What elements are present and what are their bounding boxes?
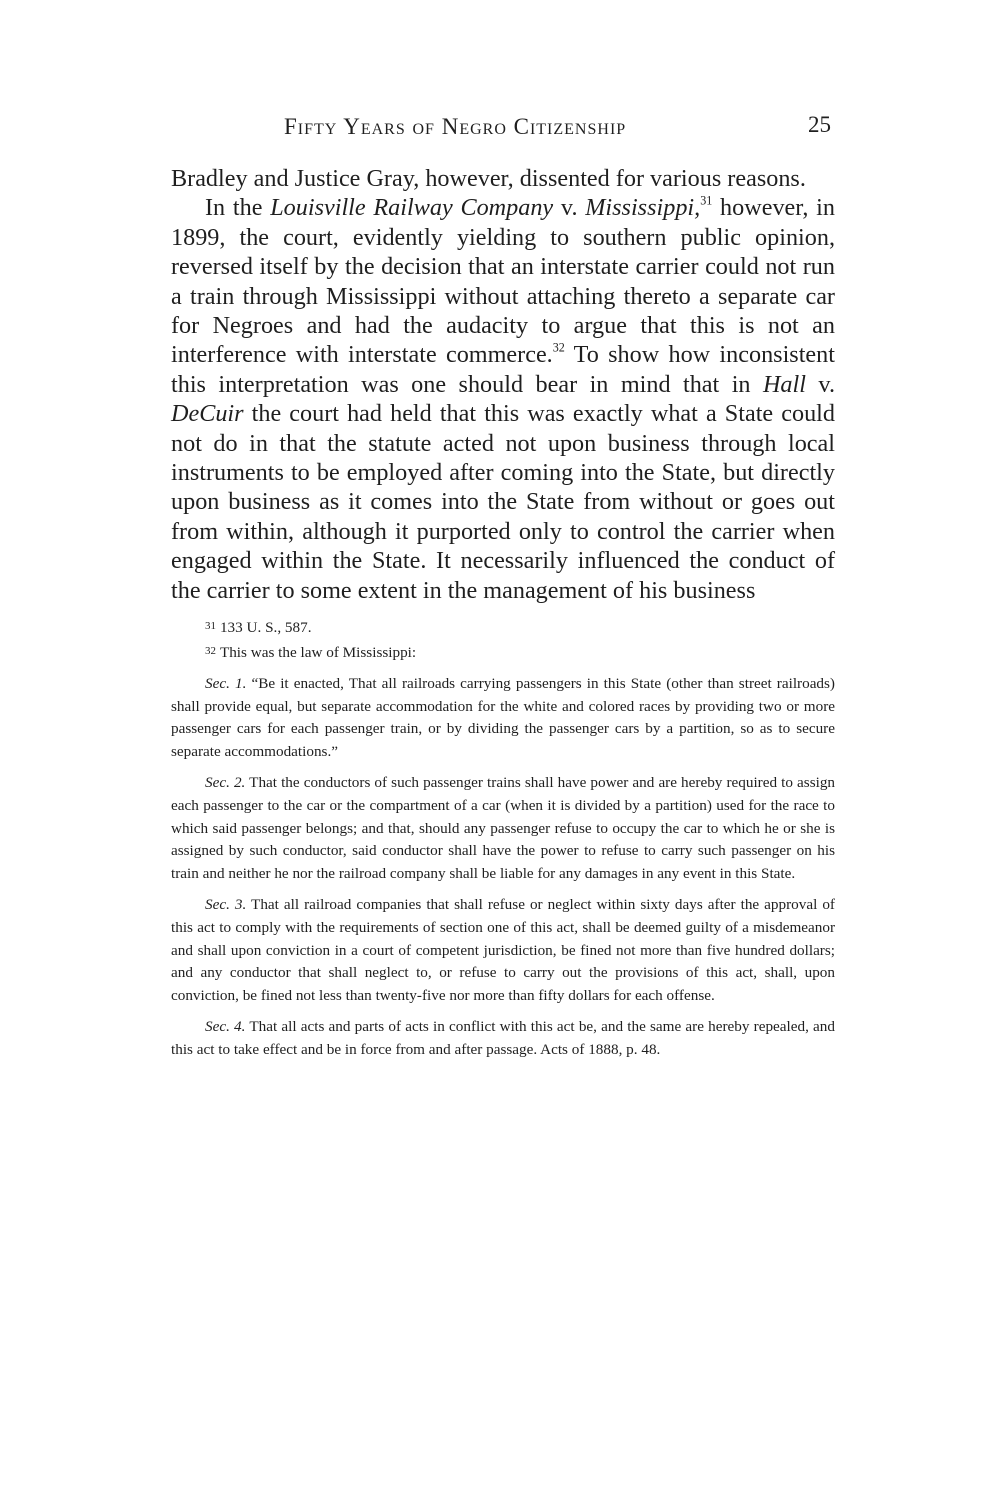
- footnote-32: [171, 640, 835, 665]
- section-text: That the conductors of such passenger trains shall have power and are hereby required to assign each passenger to the car or the compartment of a car (when it is divided by a partition) used for the race to which said passenger belongs; and that, should any passenger refuse to occupy the car to which he or she is assigned by such conductor, said conductor shall have the power to refuse to carry such passenger on his train and neither he nor the railroad company shall be liable for any damages in any event in this State.: [171, 774, 836, 883]
- section-label: Sec. 1.: [205, 674, 247, 692]
- text-run: v.: [553, 194, 586, 222]
- footnote-text: 133 U. S., 587.: [219, 619, 312, 637]
- section-label: Sec. 4.: [205, 1017, 246, 1035]
- footnotes: [171, 615, 835, 1061]
- statute-section-4: [171, 1016, 835, 1062]
- section-text: “Be it enacted, That all railroads carrying passengers in this State (other than street railroads) shall provide equal, but separate accommodation for the white and colored races by providing two or more passenger cars for each passenger train, or by dividing the passenger cars by a partition, so as to secure separate accommodations.”: [171, 674, 835, 761]
- footnote-text: This was the law of Mississippi:: [219, 644, 417, 662]
- text-run: To show how inconsistent this interpretation was one should bear in mind that in: [171, 341, 835, 398]
- main-text: [171, 164, 835, 605]
- page-number: 25: [808, 112, 831, 137]
- section-text: That all railroad companies that shall refuse or neglect within sixty days after the approval of this act to comply with the requirements of section one of this act, shall be deemed guilty of a misdemeanor and shall upon conviction in a court of competent jurisdiction, be fined not more than five hundred dollars; and any conductor that shall neglect to, or refuse to carry out the provisions of this act, shall, upon conviction, be fined not less than twenty-five nor more than fifty dollars for each offense.: [171, 895, 835, 1005]
- running-title: Fifty Years of Negro Citizenship: [284, 114, 627, 139]
- footnote-mark: 31: [205, 620, 216, 633]
- paragraph-1: Bradley and Justice Gray, however, dissented for various reasons.: [171, 165, 806, 192]
- case-name: Hall: [762, 370, 806, 398]
- footnote-31: [171, 615, 835, 640]
- running-head: [171, 108, 835, 144]
- footnote-reference-32: 32: [552, 341, 565, 356]
- case-name: DeCuir: [171, 400, 244, 428]
- statute-section-1: [171, 673, 835, 764]
- section-label: Sec. 2.: [205, 774, 246, 791]
- footnote-reference-31: 31: [700, 194, 713, 209]
- paragraph-2: [171, 193, 835, 605]
- statute-section-2: [171, 772, 835, 886]
- book-page: [171, 108, 835, 1062]
- text-run: v.: [805, 370, 835, 398]
- text-run: however, in 1899, the court, evidently yielding to southern public opinion, reversed itself by the decision that an interstate carrier could not run a train through Mississippi without attaching thereto a separate car for Negroes and had the audacity to argue that this is not an interference with interstate commerce.: [171, 194, 835, 369]
- text-run: In the: [205, 194, 271, 222]
- case-name: Mississippi,: [585, 194, 701, 222]
- section-text: That all acts and parts of acts in conflict with this act be, and the same are hereby repealed, and this act to take effect and be in force from and after passage. Acts of 1888, p. 48.: [171, 1017, 835, 1058]
- case-name: Louisville Railway Company: [270, 194, 554, 222]
- text-run: the court had held that this was exactly what a State could not do in that the statute acted not upon business through local instruments to be employed after coming into the State, but directly upon business as it comes into the State from without or goes out from within, although it purported only to control the carrier when engaged within the State. It necessarily influenced the conduct of the carrier to some extent in the management of his business: [171, 400, 835, 604]
- footnote-mark: 32: [205, 644, 216, 657]
- section-label: Sec. 3.: [205, 895, 247, 913]
- statute-section-3: [171, 894, 835, 1008]
